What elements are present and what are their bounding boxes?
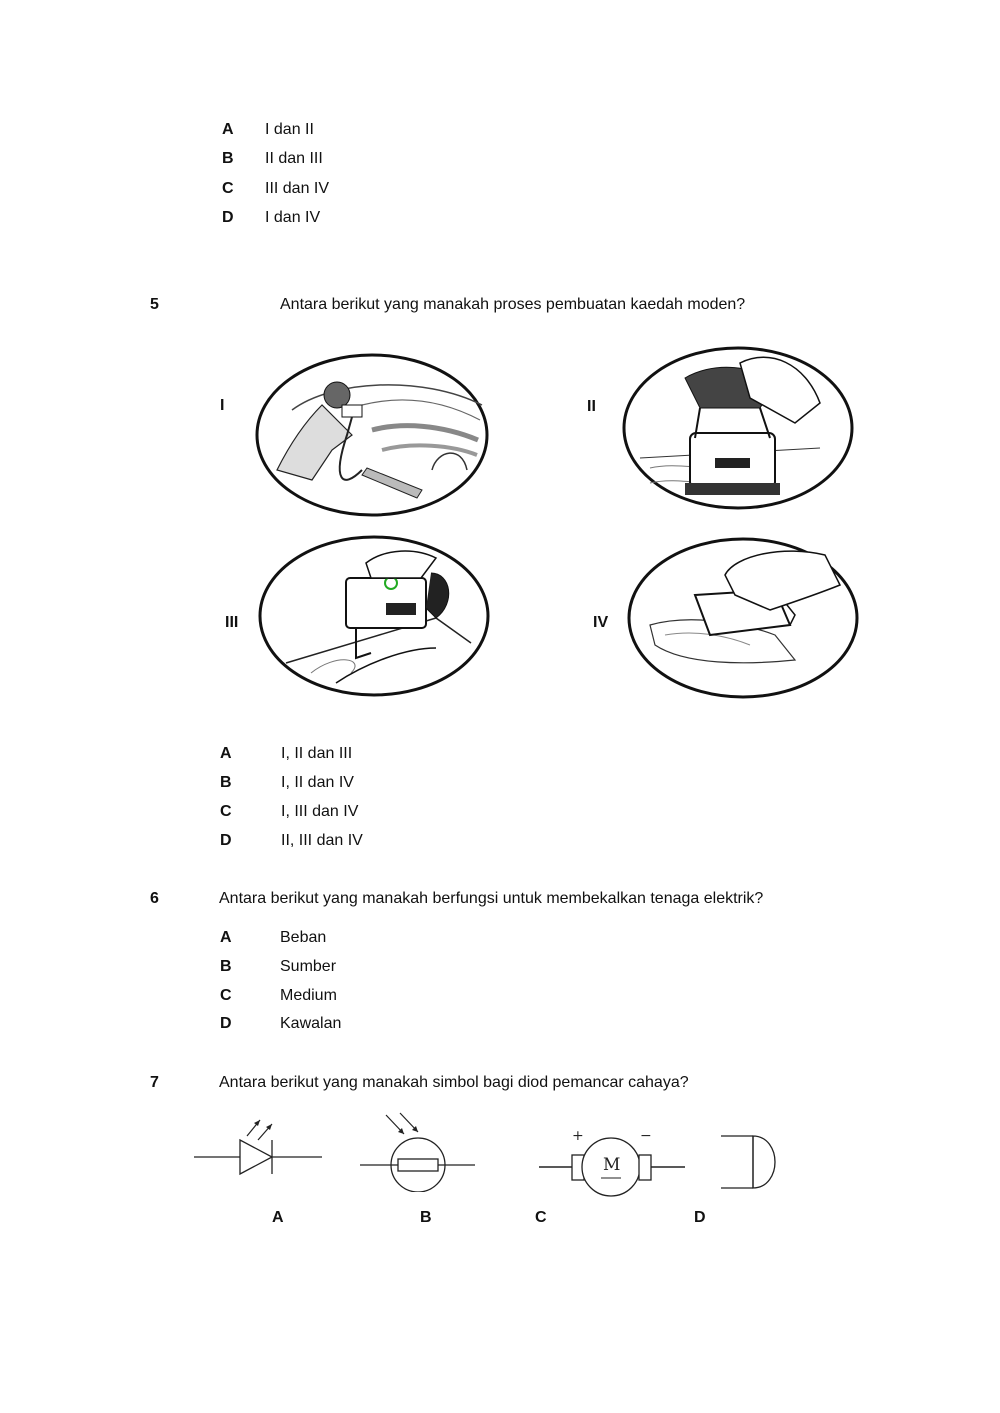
q6-option-letter-d: D bbox=[220, 1015, 232, 1032]
symbol-label-c: C bbox=[535, 1209, 547, 1226]
q5-option-letter-c: C bbox=[220, 803, 232, 820]
q6-option-text-d: Kawalan bbox=[280, 1015, 342, 1032]
symbol-label-a: A bbox=[272, 1209, 284, 1226]
q4-option-letter-c: C bbox=[222, 180, 234, 197]
spray-painting-car-illustration bbox=[252, 350, 492, 520]
q4-option-letter-b: B bbox=[222, 150, 234, 167]
q4-option-letter-a: A bbox=[222, 121, 234, 138]
motor-letter: M bbox=[603, 1155, 621, 1175]
hand-planing-wood-illustration bbox=[625, 535, 863, 701]
q5-image-label-iv: IV bbox=[593, 614, 609, 631]
q6-option-text-c: Medium bbox=[280, 987, 337, 1004]
q5-image-label-i: I bbox=[220, 397, 225, 414]
q5-image-label-iii: III bbox=[225, 614, 239, 631]
q4-option-letter-d: D bbox=[222, 209, 234, 226]
q6-question-text: Antara berikut yang manakah berfungsi untuk membekalkan tenaga elektrik? bbox=[219, 890, 764, 907]
q6-option-letter-a: A bbox=[220, 929, 232, 946]
led-symbol bbox=[192, 1110, 327, 1185]
jigsaw-cutting-wood-illustration bbox=[256, 533, 494, 701]
q5-option-text-b: I, II dan IV bbox=[281, 774, 354, 791]
q5-question-text: Antara berikut yang manakah proses pembuatan kaedah moden? bbox=[280, 296, 746, 313]
symbol-label-b: B bbox=[420, 1209, 432, 1226]
q4-option-text-a: I dan II bbox=[265, 121, 314, 138]
q4-option-text-b: II dan III bbox=[265, 150, 323, 167]
orbital-sander-illustration bbox=[620, 343, 856, 513]
q4-option-text-d: I dan IV bbox=[265, 209, 321, 226]
q5-image-label-ii: II bbox=[587, 398, 596, 415]
q5-option-letter-d: D bbox=[220, 832, 232, 849]
motor-minus-sign: − bbox=[640, 1128, 652, 1144]
q7-number: 7 bbox=[150, 1074, 159, 1091]
q4-option-text-c: III dan IV bbox=[265, 180, 330, 197]
q5-option-text-d: II, III dan IV bbox=[281, 832, 363, 849]
motor-plus-sign: + bbox=[572, 1128, 584, 1144]
q6-number: 6 bbox=[150, 890, 159, 907]
buzzer-symbol bbox=[718, 1128, 783, 1196]
q6-option-letter-b: B bbox=[220, 958, 232, 975]
q5-option-text-a: I, II dan III bbox=[281, 745, 353, 762]
q6-option-letter-c: C bbox=[220, 987, 232, 1004]
q6-option-text-a: Beban bbox=[280, 929, 327, 946]
q7-question-text: Antara berikut yang manakah simbol bagi diod pemancar cahaya? bbox=[219, 1074, 689, 1091]
q5-number: 5 bbox=[150, 296, 159, 313]
q6-option-text-b: Sumber bbox=[280, 958, 337, 975]
q5-option-letter-a: A bbox=[220, 745, 232, 762]
symbol-label-d: D bbox=[694, 1209, 706, 1226]
q5-option-letter-b: B bbox=[220, 774, 232, 791]
q5-option-text-c: I, III dan IV bbox=[281, 803, 359, 820]
ldr-symbol bbox=[358, 1112, 478, 1192]
